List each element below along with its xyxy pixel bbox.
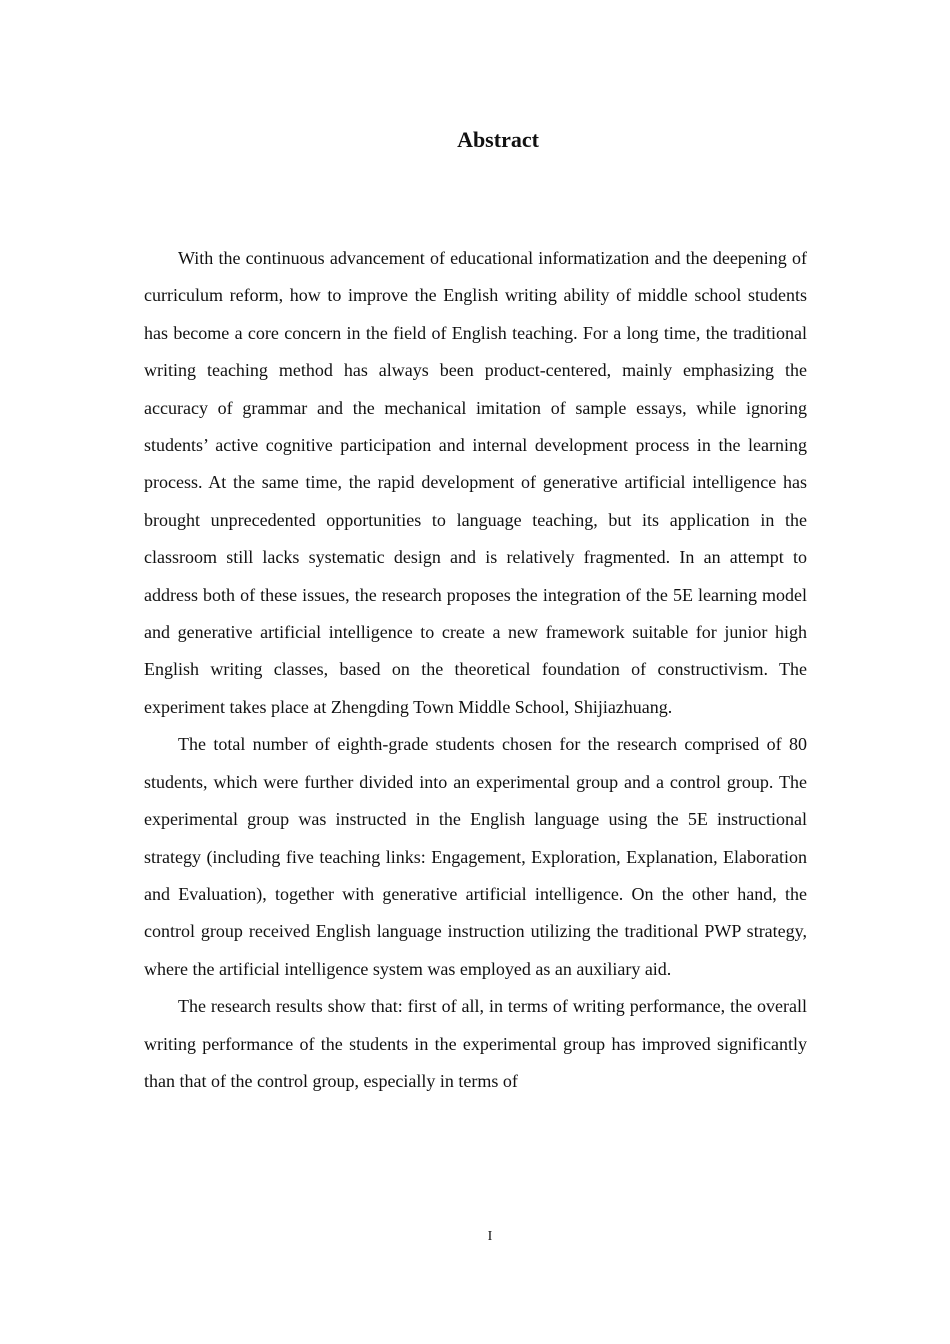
abstract-body [144,240,807,1100]
paragraph-2: The total number of eighth-grade students chosen for the research comprised of 80 students, which were further divided into an experimental group and a control group. The experimental group was instructed in the English language using the 5E instructional strategy (including five teaching links: Engagement, Exploration, Explanation, Elaboration and Evaluation), together with generative artificial intelligence. On the other hand, the control group received English language instruction utilizing the traditional PWP strategy, where the artificial intelligence system was employed as an auxiliary aid. [144,734,807,979]
paragraph-1: With the continuous advancement of educational informatization and the deepening of curriculum reform, how to improve the English writing ability of middle school students has become a core concern in the field of English teaching. For a long time, the traditional writing teaching method has always been product-centered, mainly emphasizing the accuracy of grammar and the mechanical imitation of sample essays, while ignoring students’ active cognitive participation and internal development process in the learning process. At the same time, the rapid development of generative artificial intelligence has brought unprecedented opportunities to language teaching, but its application in the classroom still lacks systematic design and is relatively fragmented. In an attempt to address both of these issues, the research proposes the integration of the 5E learning model and generative artificial intelligence to create a new framework suitable for junior high English writing classes, based on the theoretical foundation of constructivism. The experiment takes place at Zhengding Town Middle School, Shijiazhuang. [144,248,807,717]
page-number: I [487,1229,493,1244]
abstract-title: Abstract [457,127,539,152]
paragraph-3: The research results show that: first of all, in terms of writing performance, the overall writing performance of the students in the experimental group has improved significantly than that of the control group, especially in terms of [144,996,807,1091]
